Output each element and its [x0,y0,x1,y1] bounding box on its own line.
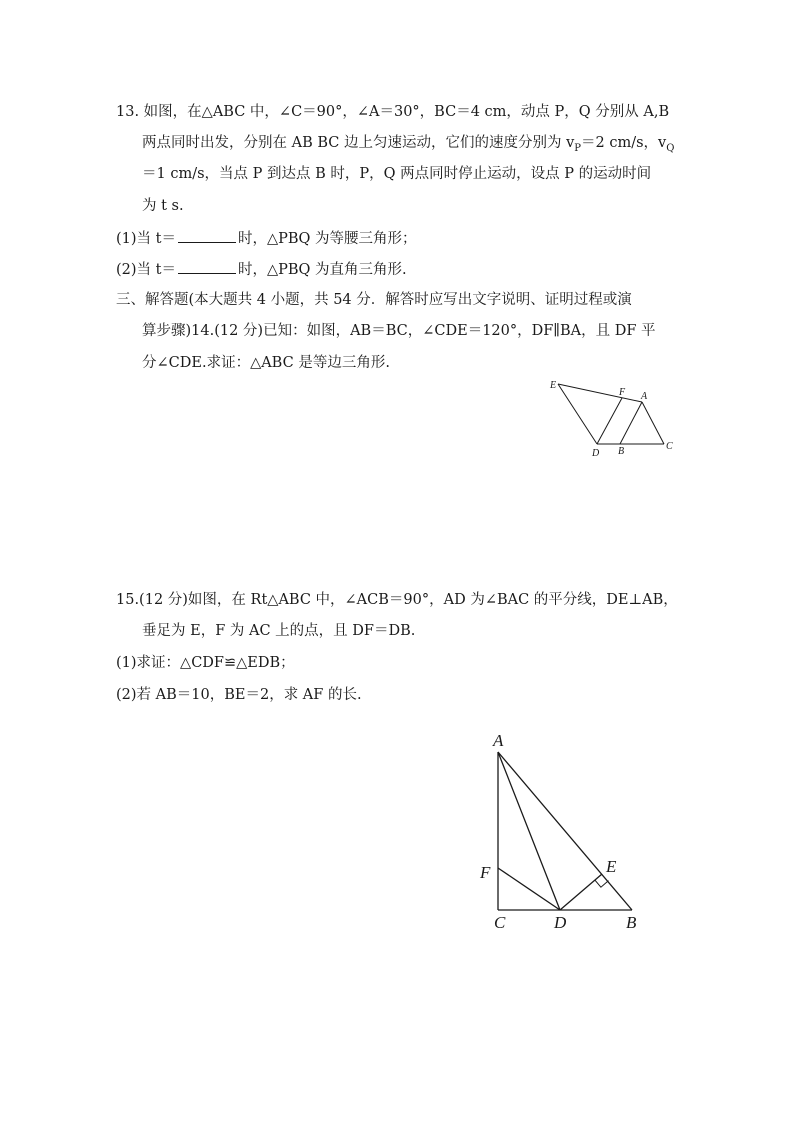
section3-line-3: 分∠CDE.求证：△ABC 是等边三角形. [142,355,390,371]
fig15-line-de [560,874,602,910]
section3-line-1: 三、解答题(本大题共 4 小题，共 54 分．解答时应写出文字说明、证明过程或演 [116,292,632,308]
q13-part-2 [116,259,407,280]
fig15-label-e: E [606,857,617,876]
answer-blank-2[interactable] [178,259,236,274]
q13-line-2-rest: ＝2 cm/s，v [581,135,667,151]
fig14-label-e: E [550,380,557,391]
q13-part-1 [116,228,417,249]
q13-part-2-suffix: 时，△PBQ 为直角三角形. [237,262,407,278]
figure-14 [540,378,690,458]
fig14-line-a-c [642,402,664,444]
fig14-line-b-a [620,402,642,444]
fig14-line-e-d [558,384,597,444]
fig14-label-a: A [641,391,648,402]
fig15-line-ad [498,752,560,910]
fig15-side-ab [498,752,632,910]
fig14-label-d: D [592,448,600,458]
fig15-label-d: D [554,913,567,932]
answer-blank-1[interactable] [178,228,236,243]
fig15-line-fd [498,868,560,910]
q15-part-1: (1)求证：△CDF≌△EDB； [116,655,295,671]
q15-line-2: 垂足为 E，F 为 AC 上的点，且 DF＝DB. [142,623,416,639]
fig14-line-d-f [597,398,622,444]
fig14-label-c: C [666,441,673,452]
section3-line-2: 算步骤)14.(12 分)已知：如图，AB＝BC，∠CDE＝120°，DF∥BA，且 DF 平 [142,323,656,339]
q13-line-2 [142,133,674,159]
q13-line-3: ＝1 cm/s，当点 P 到达点 B 时，P，Q 两点同时停止运动，设点 P 的运动时间 [142,166,652,182]
fig15-right-angle-mark [595,880,609,887]
q13-part-2-prefix: (2)当 t＝ [116,262,176,278]
q15-line-1: 15.(12 分)如图，在 Rt△ABC 中，∠ACB＝90°，AD 为∠BAC 的平分线，DE⊥AB， [116,592,678,608]
fig15-label-b: B [626,913,637,932]
figure-15 [474,728,644,938]
fig15-label-a: A [493,731,504,750]
fig14-label-b: B [618,446,625,457]
fig15-label-f: F [480,863,491,882]
q13-line-1: 13. 如图，在△ABC 中，∠C＝90°，∠A＝30°，BC＝4 cm，动点 P，Q 分别从 A,B [116,104,670,120]
q13-line-2-text: 两点同时出发，分别在 AB BC 边上匀速运动，它们的速度分别为 v [142,135,575,151]
fig15-label-c: C [494,913,506,932]
q15-part-2: (2)若 AB＝10，BE＝2，求 AF 的长. [116,687,362,703]
fig14-line-e-a [558,384,642,402]
velocity-q-subscript: Q [666,142,675,154]
velocity-p-subscript: P [574,142,582,154]
q13-line-4: 为 t s. [142,198,184,214]
q13-part-1-suffix: 时，△PBQ 为等腰三角形； [237,231,417,247]
q13-part-1-prefix: (1)当 t＝ [116,231,176,247]
fig14-label-f: F [619,387,626,398]
